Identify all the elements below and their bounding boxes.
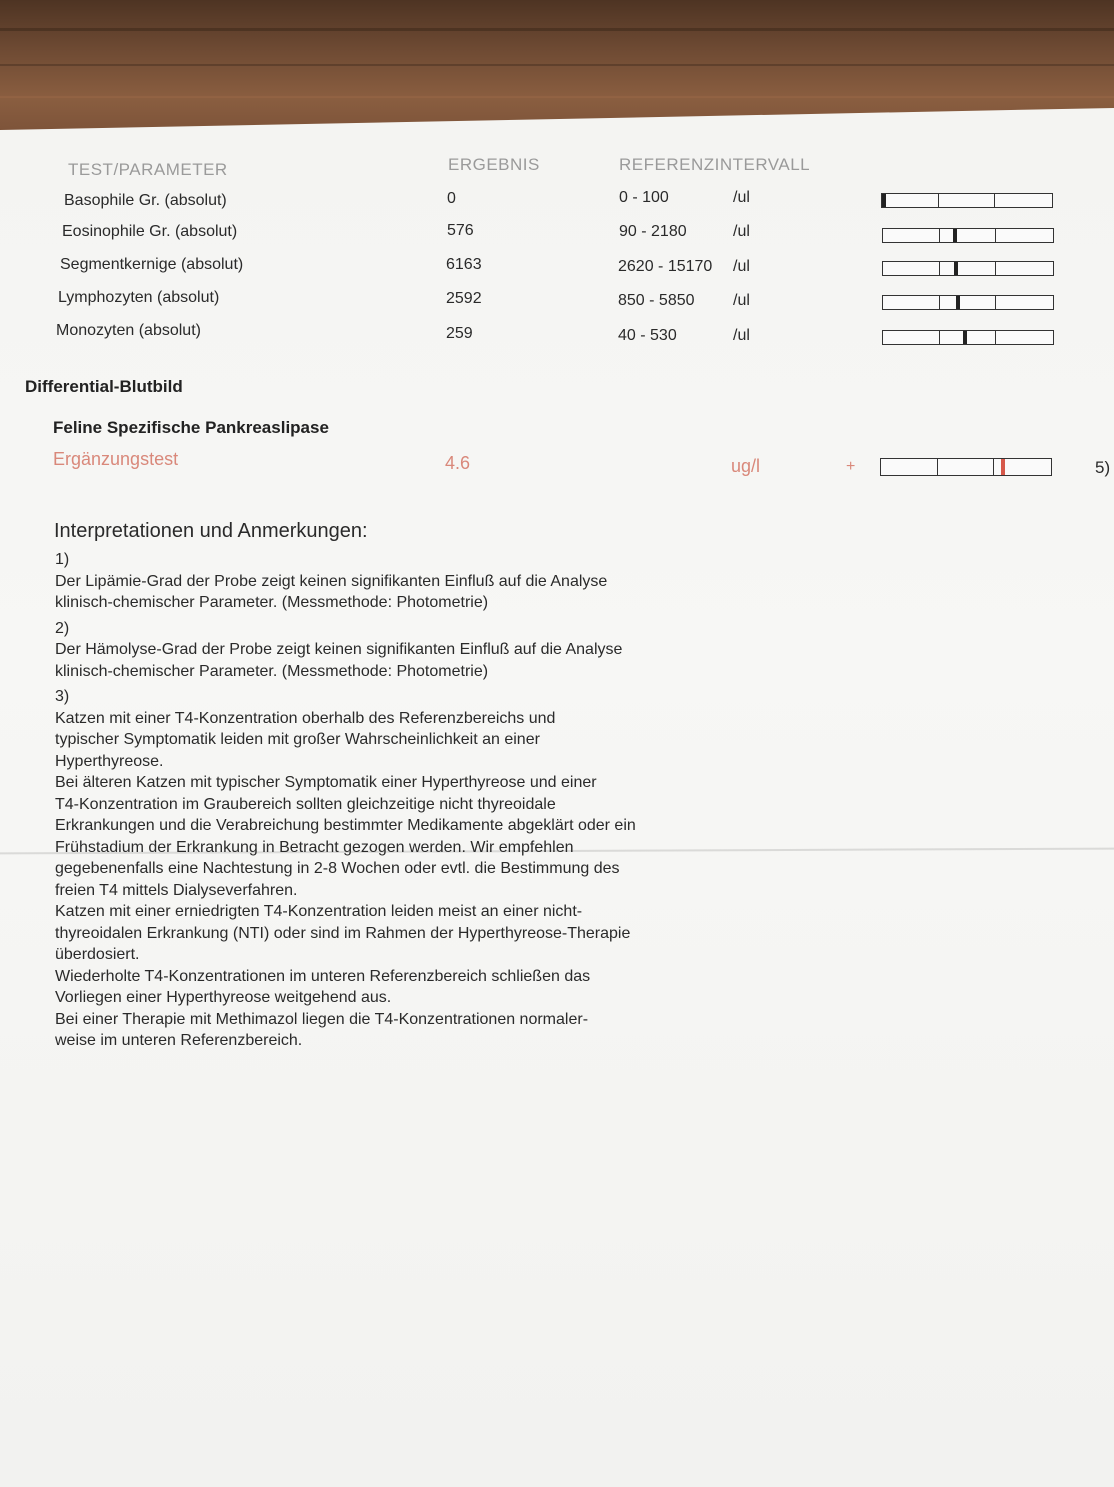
supplement-unit: ug/l bbox=[731, 456, 761, 476]
row-test-name: Lymphozyten (absolut) bbox=[58, 289, 220, 306]
bar-divider bbox=[995, 229, 996, 242]
value-marker bbox=[963, 331, 967, 344]
note-line: überdosiert. bbox=[55, 946, 140, 963]
header-test-parameter: TEST/PARAMETER bbox=[68, 160, 228, 179]
note-line: thyreoidalen Erkrankung (NTI) oder sind im Rahmen der Hyperthyreose-Therapie bbox=[55, 924, 631, 942]
row-result-value: 0 bbox=[447, 190, 456, 207]
bar-divider bbox=[937, 459, 938, 475]
row-unit: /ul bbox=[733, 327, 750, 344]
value-marker bbox=[956, 296, 960, 309]
bar-divider bbox=[995, 296, 996, 309]
interpretation-title: Interpretationen und Anmerkungen: bbox=[54, 520, 368, 542]
note-line: Hyperthyreose. bbox=[55, 752, 164, 770]
bar-divider bbox=[995, 331, 996, 344]
section-title-differential: Differential-Blutbild bbox=[25, 377, 183, 396]
row-unit: /ul bbox=[733, 223, 750, 240]
row-result-value: 259 bbox=[446, 325, 473, 342]
row-test-name: Basophile Gr. (absolut) bbox=[64, 192, 227, 209]
note-line: Der Hämolyse-Grad der Probe zeigt keinen signifikanten Einfluß auf die Analyse bbox=[55, 641, 623, 658]
interpretation-notes bbox=[55, 549, 695, 1052]
reference-indicator-bar bbox=[881, 193, 1053, 208]
note-line: T4-Konzentration im Graubereich sollten gleichzeitige nicht thyreoidale bbox=[55, 795, 556, 813]
supplement-footnote: 5) bbox=[1095, 458, 1111, 477]
note-number: 1) bbox=[55, 551, 70, 568]
row-unit: /ul bbox=[733, 189, 750, 206]
wood-grain bbox=[0, 64, 1114, 66]
note-line: Vorliegen einer Hyperthyreose weitgehend aus. bbox=[55, 989, 392, 1006]
bar-divider bbox=[995, 262, 996, 275]
note-line: Frühstadium der Erkrankung in Betracht gezogen werden. Wir empfehlen bbox=[55, 838, 574, 856]
bar-divider bbox=[994, 194, 995, 207]
bar-divider bbox=[939, 229, 940, 242]
reference-indicator-bar bbox=[882, 295, 1054, 310]
wood-grain bbox=[0, 28, 1114, 31]
header-reference-interval: REFERENZINTERVALL bbox=[619, 155, 811, 174]
value-marker bbox=[882, 194, 886, 207]
note-line: Wiederholte T4-Konzentrationen im unteren Referenzbereich schließen das bbox=[55, 967, 591, 985]
note-line: Bei älteren Katzen mit typischer Symptomatik einer Hyperthyreose und einer bbox=[55, 774, 597, 791]
bar-divider bbox=[939, 296, 940, 309]
supplement-flag: + bbox=[846, 458, 856, 475]
row-reference-range: 40 - 530 bbox=[618, 327, 677, 344]
reference-indicator-bar bbox=[882, 330, 1054, 345]
row-reference-range: 90 - 2180 bbox=[619, 223, 687, 240]
note-line: typischer Symptomatik leiden mit großer Wahrscheinlichkeit an einer bbox=[55, 731, 540, 748]
row-unit: /ul bbox=[733, 258, 750, 275]
row-reference-range: 0 - 100 bbox=[619, 189, 669, 206]
note-line: Bei einer Therapie mit Methimazol liegen die T4-Konzentrationen normaler- bbox=[55, 1010, 589, 1028]
bar-divider bbox=[938, 194, 939, 207]
row-test-name: Monozyten (absolut) bbox=[56, 322, 201, 339]
row-result-value: 6163 bbox=[446, 256, 482, 273]
bar-divider bbox=[939, 331, 940, 344]
wood-grain bbox=[0, 96, 1114, 98]
row-test-name: Segmentkernige (absolut) bbox=[60, 256, 244, 273]
reference-indicator-bar bbox=[882, 228, 1054, 243]
note-line: gegebenenfalls eine Nachtestung in 2-8 Wochen oder evtl. die Bestimmung des bbox=[55, 860, 620, 877]
row-result-value: 2592 bbox=[446, 290, 482, 307]
note-line: klinisch-chemischer Parameter. (Messmethode: Photometrie) bbox=[55, 662, 489, 680]
row-reference-range: 2620 - 15170 bbox=[618, 258, 713, 275]
value-marker bbox=[953, 229, 957, 242]
row-unit: /ul bbox=[733, 292, 750, 309]
supplement-result-value: 4.6 bbox=[445, 453, 471, 473]
reference-indicator-bar bbox=[880, 458, 1052, 476]
note-line: Katzen mit einer erniedrigten T4-Konzentration leiden meist an einer nicht- bbox=[55, 903, 583, 920]
row-test-name: Eosinophile Gr. (absolut) bbox=[62, 223, 238, 240]
note-line: Der Lipämie-Grad der Probe zeigt keinen signifikanten Einfluß auf die Analyse bbox=[55, 572, 608, 590]
note-line: freien T4 mittels Dialyseverfahren. bbox=[55, 881, 298, 899]
reference-indicator-bar bbox=[882, 261, 1054, 276]
note-line: Katzen mit einer T4-Konzentration oberhalb des Referenzbereichs und bbox=[55, 709, 556, 727]
note-line: Erkrankungen und die Verabreichung bestimmter Medikamente abgeklärt oder ein bbox=[55, 817, 636, 834]
note-line: klinisch-chemischer Parameter. (Messmethode: Photometrie) bbox=[55, 594, 489, 611]
bar-divider bbox=[993, 459, 994, 475]
row-result-value: 576 bbox=[447, 222, 474, 239]
note-line: weise im unteren Referenzbereich. bbox=[55, 1032, 303, 1049]
header-result: ERGEBNIS bbox=[448, 155, 540, 174]
note-number: 2) bbox=[55, 619, 70, 637]
supplement-test-name: Ergänzungstest bbox=[53, 449, 179, 469]
value-marker bbox=[954, 262, 958, 275]
bar-divider bbox=[939, 262, 940, 275]
value-marker bbox=[1001, 459, 1005, 475]
note-number: 3) bbox=[55, 688, 70, 705]
section-title-lipase: Feline Spezifische Pankreaslipase bbox=[53, 418, 329, 437]
row-reference-range: 850 - 5850 bbox=[618, 292, 695, 309]
